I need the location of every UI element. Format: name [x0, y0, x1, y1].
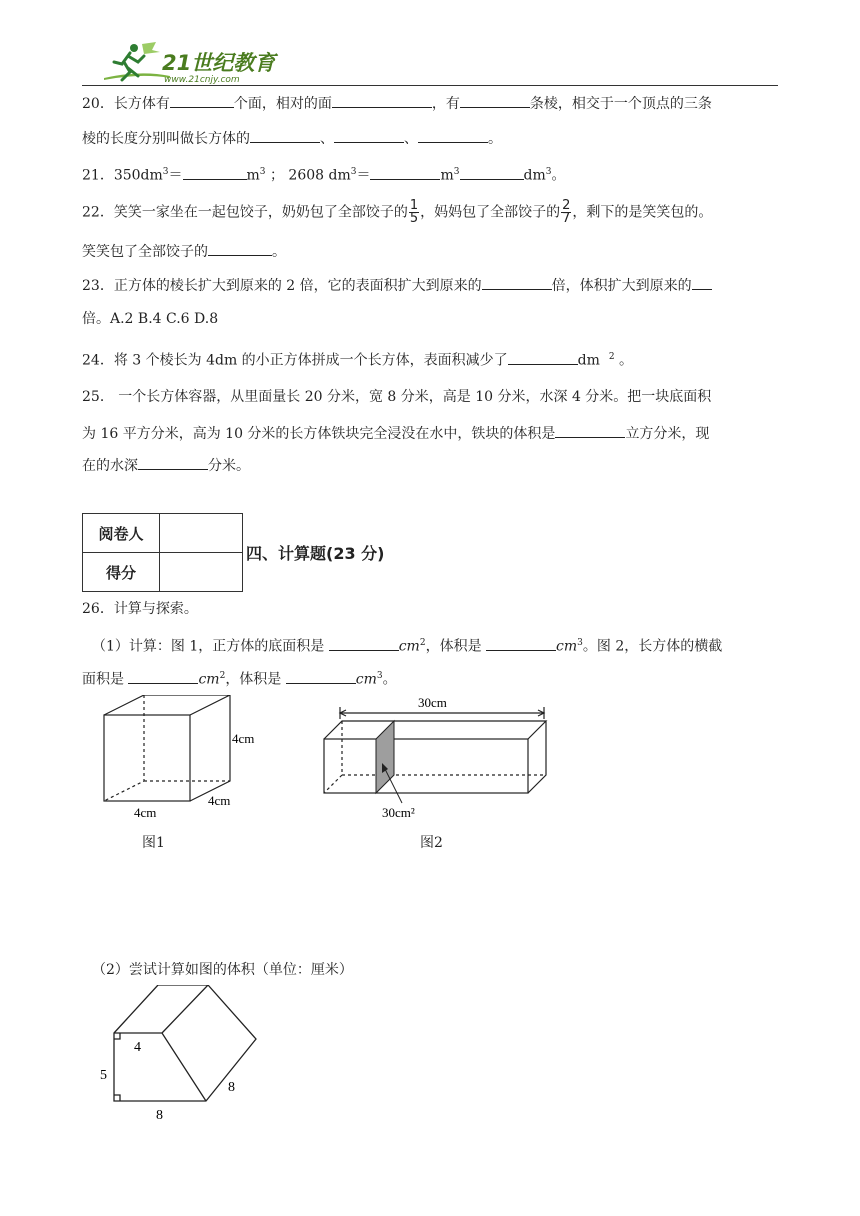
question-20-line-2: 棱的长度分别叫做长方体的 、 、 。	[82, 128, 502, 149]
question-25-line-3: 在的水深 分米。	[82, 455, 250, 476]
length-label: 30cm	[418, 695, 447, 710]
cuboid-hidden-edges	[324, 721, 546, 793]
figure-2-cuboid	[318, 693, 553, 825]
question-24: 24．将 3 个棱长为 4dm 的小正方体拼成一个长方体，表面积减少了 dm $^2$ 。	[82, 347, 633, 371]
right-angle-mark-bottom	[114, 1095, 120, 1101]
question-20-line-1: 20．长方体有 个面，相对的面 ，有 条棱，相交于一个顶点的三条	[82, 93, 712, 114]
question-23-line-2: 倍。A.2 B.4 C.6 D.8	[82, 311, 219, 327]
question-25-line-1: 25． 一个长方体容器，从里面量长 20 分米，宽 8 分米，高是 10 分米，水深 4 分米。把一块底面积	[82, 389, 712, 405]
question-26-part-1-line-1: （1）计算：图 1，正方体的底面积是 $cm^2$，体积是 $cm^3$。图 2，长方体的横截	[92, 633, 722, 657]
dimension-label-5: 5	[100, 1068, 107, 1083]
answer-blank[interactable]	[332, 93, 432, 108]
answer-blank[interactable]	[334, 128, 404, 143]
question-21: 21．$350dm^3= m^3$ ； 2608 $dm^3= m^3$ $dm^3$。	[82, 162, 565, 186]
reviewer-cell[interactable]	[160, 514, 243, 553]
figure-3-prism	[96, 985, 266, 1125]
cube-hidden-edges	[104, 695, 230, 801]
answer-blank[interactable]	[692, 275, 712, 290]
header-rule	[82, 85, 778, 86]
question-26-title: 26．计算与探索。	[82, 601, 198, 617]
fraction: $\frac{2}{7}$	[562, 198, 571, 226]
score-label: 得分	[83, 553, 160, 592]
answer-blank[interactable]	[460, 93, 530, 108]
question-25-line-2: 为 16 平方分米，高为 10 分米的长方体铁块完全浸没在水中，铁块的体积是 立方分米，现	[82, 423, 709, 444]
prism-inner-edges	[114, 985, 208, 1101]
svg-text:www.21cnjy.com: www.21cnjy.com	[164, 75, 240, 85]
question-23-line-1: 23．正方体的棱长扩大到原来的 2 倍，它的表面积扩大到原来的 倍，体积扩大到原来的	[82, 275, 712, 296]
answer-blank[interactable]	[486, 636, 556, 651]
answer-blank[interactable]	[208, 241, 272, 256]
reviewer-label: 阅卷人	[83, 514, 160, 553]
dimension-label-8-bottom: 8	[156, 1108, 163, 1123]
figure-1-caption: 图1	[142, 835, 165, 851]
answer-blank[interactable]	[286, 669, 356, 684]
logo-21cnjy	[100, 40, 280, 86]
fraction: $\frac{1}{5}$	[409, 198, 419, 226]
section-title: 四、计算题(23 分)	[246, 544, 385, 563]
figure-1-cube	[96, 695, 271, 825]
answer-blank[interactable]	[183, 165, 247, 180]
score-table	[82, 513, 243, 592]
score-cell[interactable]	[160, 553, 243, 592]
question-22-line-1: 22．笑笑一家坐在一起包饺子，奶奶包了全部饺子的 $\frac{1}{5}$ ，妈妈包了全部饺子的 $\frac{2}{7}$ ，剩下的是笑笑包的。	[82, 198, 713, 226]
dimension-label-4: 4	[134, 1040, 141, 1055]
cuboid-front-face	[324, 739, 528, 793]
figure-2-caption: 图2	[420, 835, 443, 851]
answer-blank[interactable]	[555, 423, 625, 438]
cube-depth-label: 4cm	[208, 793, 231, 808]
cross-section-area-label: 30cm²	[382, 805, 415, 820]
svg-text:21世纪教育: 21世纪教育	[162, 51, 276, 75]
answer-blank[interactable]	[170, 93, 234, 108]
question-26-part-2: （2）尝试计算如图的体积（单位：厘米）	[92, 962, 353, 978]
answer-blank[interactable]	[482, 275, 552, 290]
answer-blank[interactable]	[460, 165, 524, 180]
answer-blank[interactable]	[370, 165, 440, 180]
answer-blank[interactable]	[329, 636, 399, 651]
answer-blank[interactable]	[508, 350, 578, 365]
question-26-part-1-line-2: 面积是 $cm^2$，体积是 $cm^3$。	[82, 666, 397, 690]
cube-width-label: 4cm	[134, 805, 157, 820]
cube-height-label: 4cm	[232, 731, 255, 746]
answer-blank[interactable]	[128, 669, 198, 684]
question-22-line-2: 笑笑包了全部饺子的 。	[82, 241, 286, 262]
answer-blank[interactable]	[138, 455, 208, 470]
dimension-label-8-side: 8	[228, 1080, 235, 1095]
cube-front-face	[104, 715, 190, 801]
answer-blank[interactable]	[250, 128, 320, 143]
cuboid-visible-edges	[324, 721, 546, 793]
answer-blank[interactable]	[418, 128, 488, 143]
cube-visible-edges	[104, 695, 230, 801]
right-angle-mark-top	[114, 1033, 120, 1039]
